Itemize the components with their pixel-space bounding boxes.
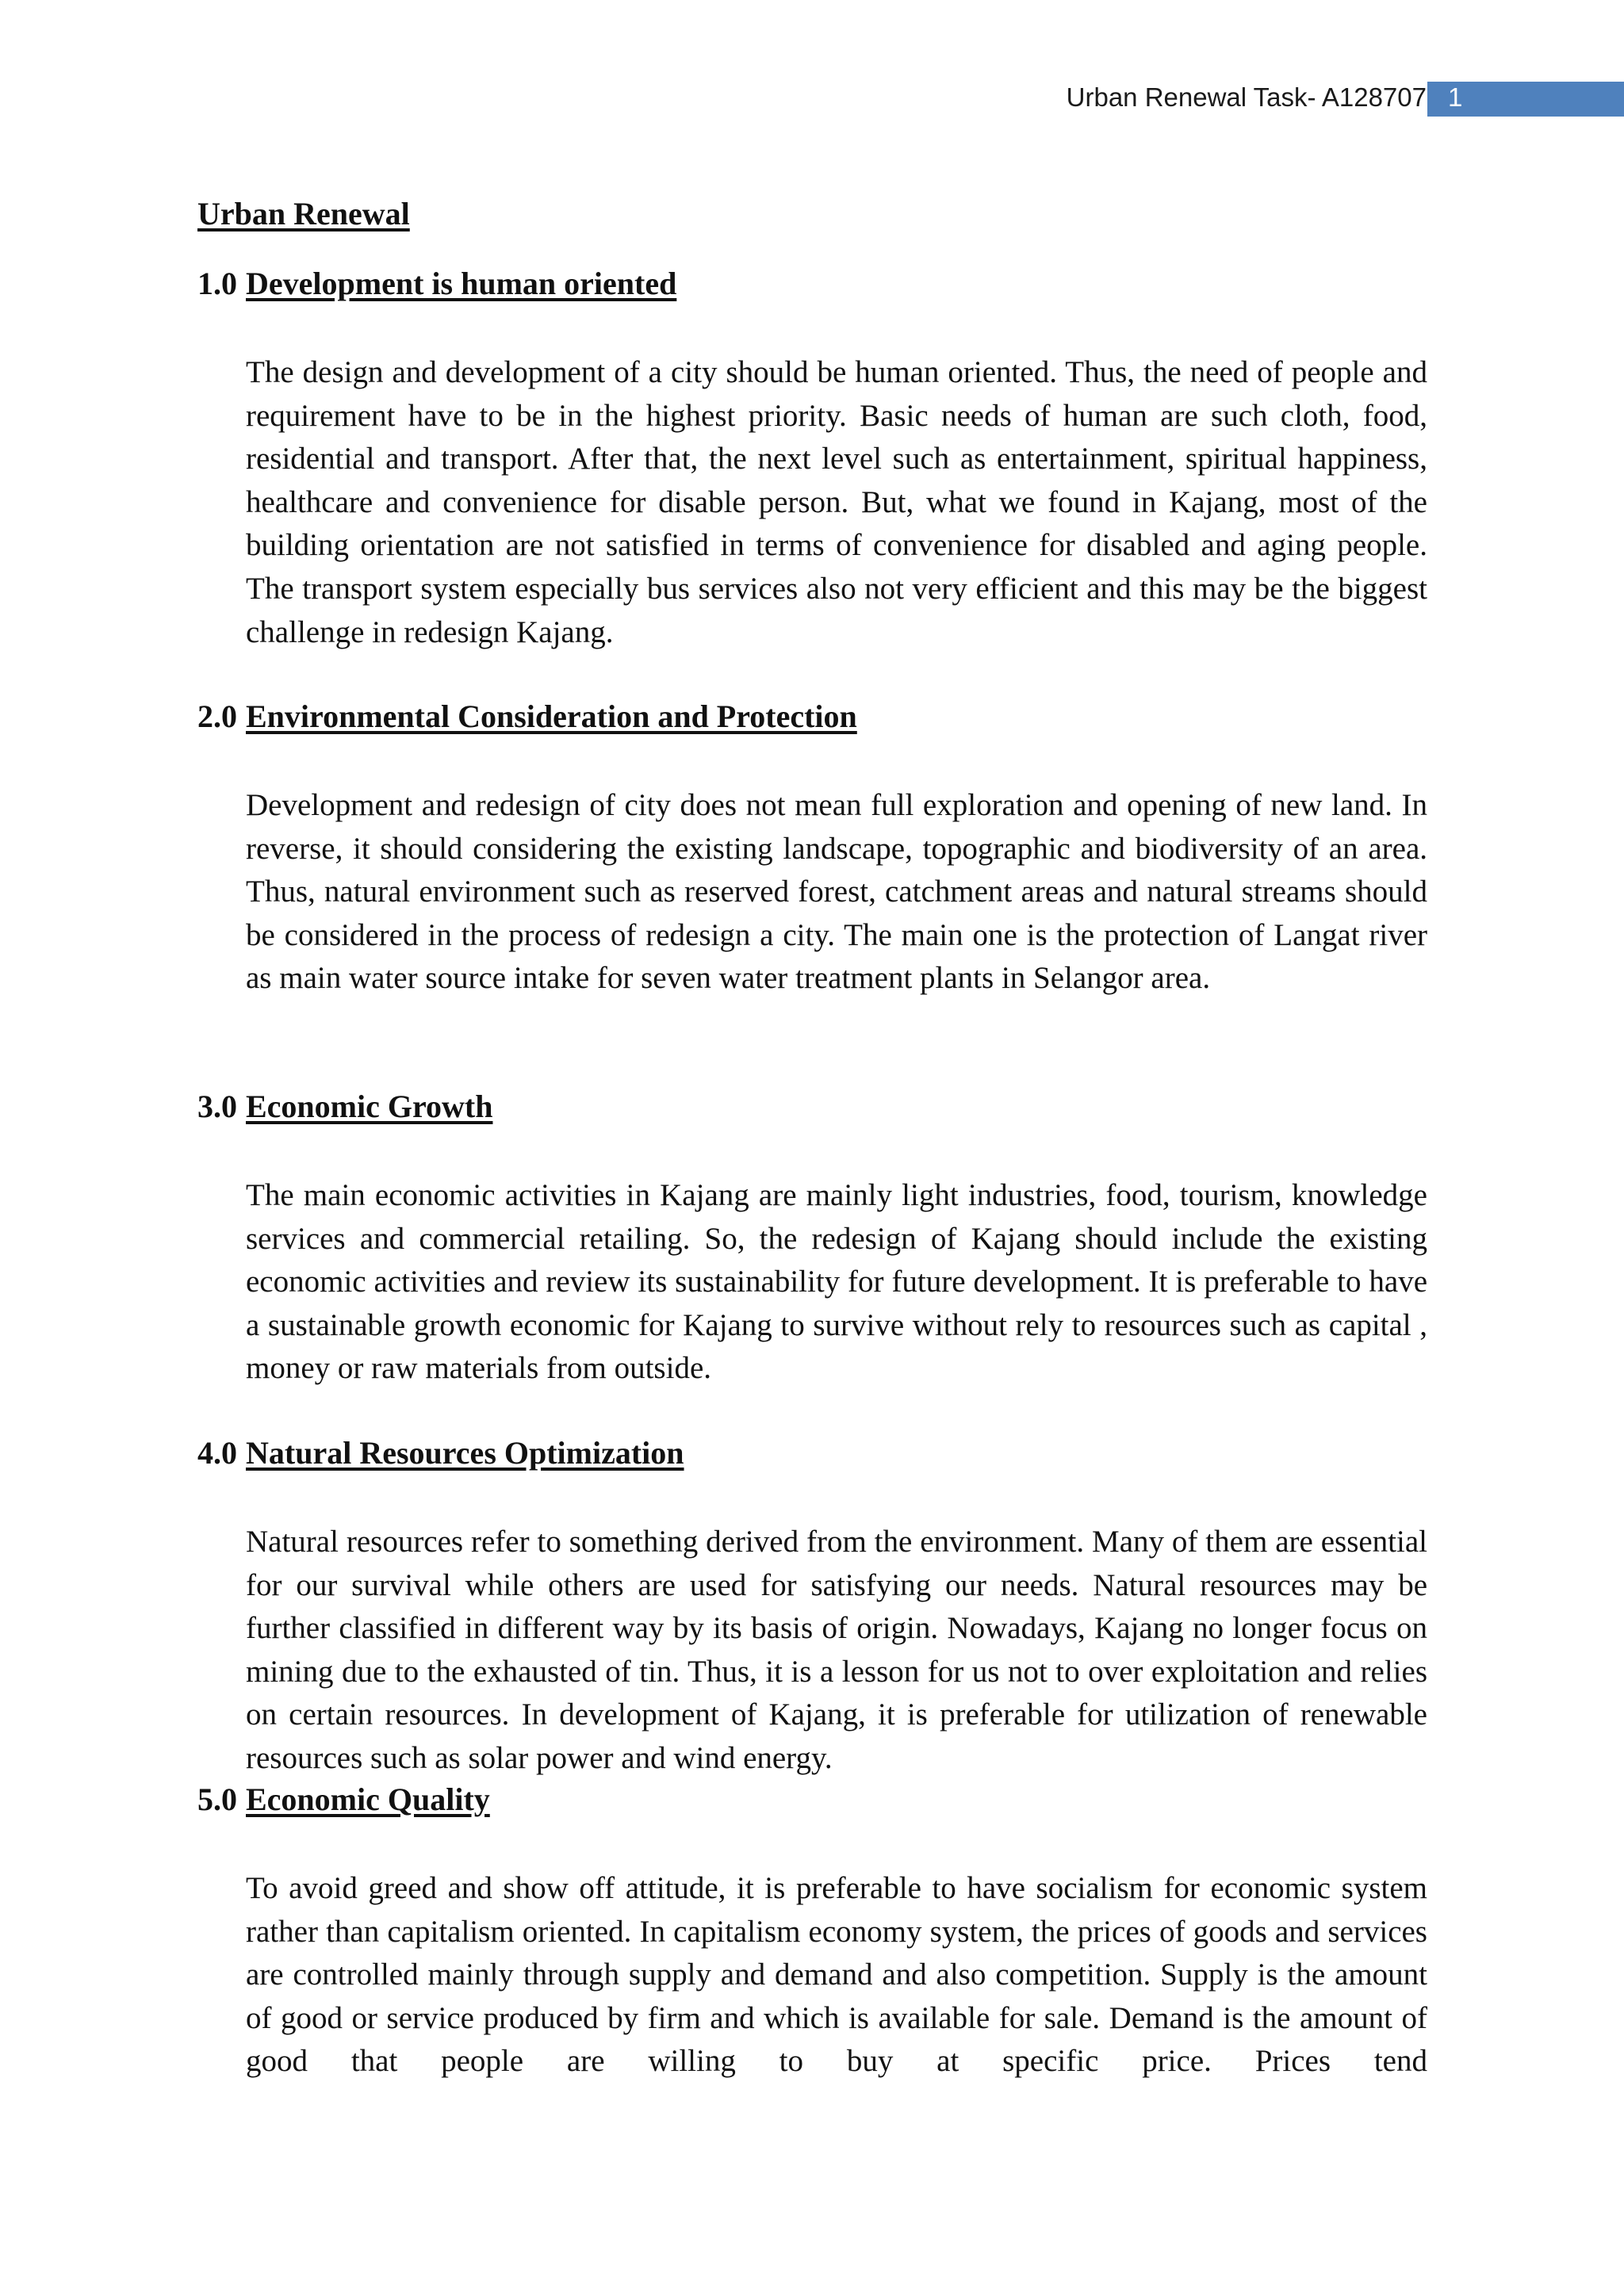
section-title: Economic Quality: [246, 1781, 490, 1817]
section-title: Economic Growth: [246, 1089, 493, 1124]
running-header-title: Urban Renewal Task- A128707: [1066, 82, 1427, 112]
section-heading-4: [197, 1434, 684, 1471]
section-body-1: The design and development of a city should be human oriented. Thus, the need of people and requirement have to be in the highest priority. Basic needs of human are such cloth, food, residential and transport. After that, the next level such as entertainment, spiritual happiness, healthcare and convenience for disable person. But, what we found in Kajang, most of the building orientation are not satisfied in terms of convenience for disabled and aging people. The transport system especially bus services also not very efficient and this may be the biggest challenge in redesign Kajang.: [246, 355, 1427, 649]
page-number-badge: [1427, 82, 1624, 117]
section-heading-3: [197, 1088, 492, 1125]
section-body-3: The main economic activities in Kajang are mainly light industries, food, tourism, knowledge services and commercial retailing. So, the redesign of Kajang should include the existing economic activities and review its sustainability for future development. It is preferable to have a sustainable growth economic for Kajang to survive without rely to resources such as capital , money or raw materials from outside.: [246, 1178, 1427, 1386]
section-heading-2: [197, 698, 857, 735]
section-body-5: To avoid greed and show off attitude, it is preferable to have socialism for economic system rather than capitalism oriented. In capitalism economy system, the prices of goods and services are controlled mainly through supply and demand and also competition. Supply is the amount of good or service produced by firm and which is available for sale. Demand is the amount of good that people are willing to buy at specific price. Prices tend: [246, 1871, 1427, 2079]
section-number: 1.0: [197, 266, 237, 301]
section-heading-1: [197, 265, 676, 302]
section-number: 2.0: [197, 698, 237, 734]
section-number: 5.0: [197, 1781, 237, 1817]
section-body-4: Natural resources refer to something derived from the environment. Many of them are essential for our survival while others are used for satisfying our needs. Natural resources may be further classified in different way by its basis of origin. Nowadays, Kajang no longer focus on mining due to the exhausted of tin. Thus, it is a lesson for us not to over exploitation and relies on certain resources. In development of Kajang, it is preferable for utilization of renewable resources such as solar power and wind energy.: [246, 1525, 1427, 1775]
document-title: Urban Renewal: [197, 196, 410, 232]
section-title: Environmental Consideration and Protection: [246, 698, 857, 734]
page-number: 1: [1448, 82, 1463, 112]
section-title: Development is human oriented: [246, 266, 677, 301]
section-number: 4.0: [197, 1435, 237, 1471]
section-body-2: Development and redesign of city does not mean full exploration and opening of new land. In reverse, it should considering the existing landscape, topographic and biodiversity of an area. Thus, natural environment such as reserved forest, catchment areas and natural streams should be considered in the process of redesign a city. The main one is the protection of Langat river as main water source intake for seven water treatment plants in Selangor area.: [246, 788, 1427, 996]
section-heading-5: [197, 1781, 490, 1818]
section-title: Natural Resources Optimization: [246, 1435, 684, 1471]
section-number: 3.0: [197, 1089, 237, 1124]
